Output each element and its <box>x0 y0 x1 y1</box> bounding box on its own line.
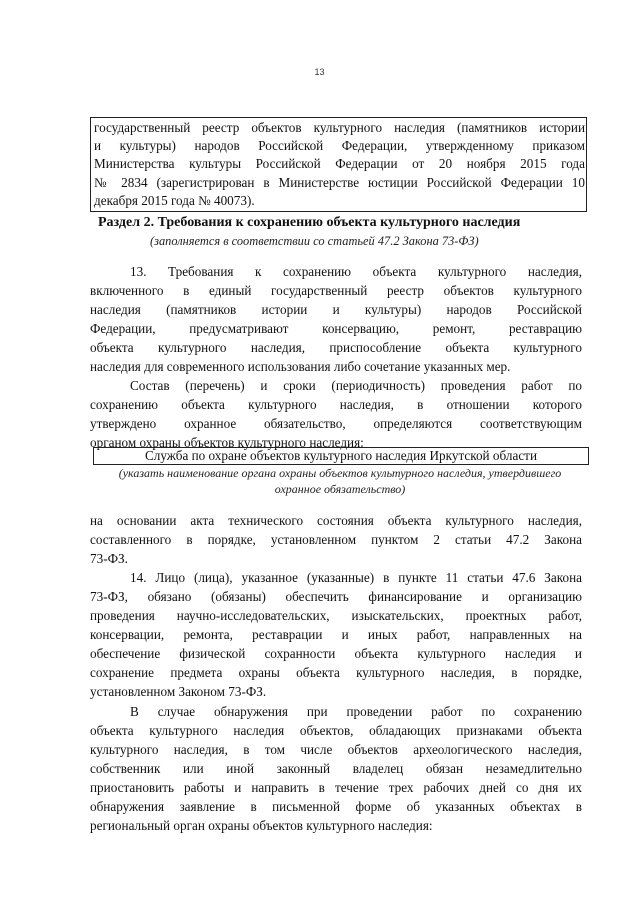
section-note: (заполняется в соответствии со статьей 47.2 Закона 73-ФЗ) <box>150 234 479 248</box>
paragraph-line: объекта культурного наследия, приспособление объекта культурного <box>90 340 582 355</box>
paragraph-line: Состав (перечень) и сроки (периодичность) проведения работ по <box>130 378 582 393</box>
authority-name-box: Служба по охране объектов культурного наследия Иркутской области <box>93 447 589 465</box>
paragraph-14 <box>90 568 582 701</box>
authority-note <box>90 465 590 497</box>
paragraph-line: установленном Законом 73-ФЗ. <box>90 684 267 699</box>
registry-line: и культуры) народов Российской Федерации, утвержденному приказом <box>94 138 585 154</box>
paragraph-line: консервации, ремонта, реставрации и иных работ, направленных на <box>90 627 582 642</box>
paragraph-line: включенного в единый государственный реестр объектов культурного <box>90 283 582 298</box>
registry-line: № 2834 (зарегистрирован в Министерстве юстиции Российской Федерации 10 <box>94 174 585 190</box>
paragraph-line: региональный орган охраны объектов культурного наследия: <box>90 818 433 833</box>
paragraph-line: собственник или иной законный владелец обязан незамедлительно <box>90 761 582 776</box>
paragraph-line: обнаружения заявление в письменной форме об указанных объектах в <box>90 799 582 814</box>
paragraph-discovery <box>90 702 582 835</box>
authority-note-line: охранное обязательство) <box>274 482 406 496</box>
paragraph-basis <box>90 511 582 568</box>
paragraph-line: 73-ФЗ, обязано (обязаны) обеспечить финансирование и организацию <box>90 589 582 604</box>
paragraph-line: 14. Лицо (лица), указанное (указанные) в пункте 11 статьи 47.6 Закона <box>130 570 582 585</box>
paragraph-line: В случае обнаружения при проведении работ по сохранению <box>130 704 582 719</box>
registry-reference-box <box>90 117 587 212</box>
registry-line: Министерства культуры Российской Федерации от 20 ноября 2015 года <box>94 156 585 172</box>
paragraph-line: наследия (памятников истории и культуры) народов Российской <box>90 302 582 317</box>
section-heading: Раздел 2. Требования к сохранению объекта культурного наследия <box>98 215 521 230</box>
paragraph-line: 13. Требования к сохранению объекта культурного наследия, <box>130 264 582 279</box>
paragraph-line: культурного наследия, в том числе объектов археологического наследия, <box>90 742 582 757</box>
paragraph-line: наследия для современного использования либо сочетание указанных мер. <box>90 359 511 374</box>
paragraph-line: на основании акта технического состояния объекта культурного наследия, <box>90 513 582 528</box>
paragraph-line: приостановить работы и направить в течение трех рабочих дней со дня их <box>90 780 582 795</box>
paragraph-line: сохранению объекта культурного наследия, в отношении которого <box>90 397 582 412</box>
paragraph-line: органом охраны объектов культурного наследия: <box>90 435 364 450</box>
paragraph-line: составленного в порядке, установленном пунктом 2 статьи 47.2 Закона <box>90 532 582 547</box>
paragraph-line: 73-ФЗ. <box>90 551 128 566</box>
paragraph-line: сохранение предмета охраны объекта культурного наследия, в порядке, <box>90 665 582 680</box>
authority-note-line: (указать наименование органа охраны объектов культурного наследия, утвердившего <box>118 466 562 480</box>
paragraph-line: обеспечение физической сохранности объекта культурного наследия и <box>90 646 582 661</box>
registry-line: декабря 2015 года № 40073). <box>94 192 255 208</box>
paragraph-line: объекта культурного наследия объектов, обладающих признаками объекта <box>90 723 582 738</box>
registry-line: государственный реестр объектов культурного наследия (памятников истории <box>94 120 585 135</box>
page-number: 13 <box>314 67 325 77</box>
paragraph-line: Федерации, предусматривают консервацию, ремонт, реставрацию <box>90 321 582 336</box>
paragraph-line: утверждено охранное обязательство, определяются соответствующим <box>90 416 582 431</box>
paragraph-13 <box>90 262 582 376</box>
paragraph-composition <box>90 376 582 452</box>
paragraph-line: проведения научно-исследовательских, изыскательских, проектных работ, <box>90 608 582 623</box>
